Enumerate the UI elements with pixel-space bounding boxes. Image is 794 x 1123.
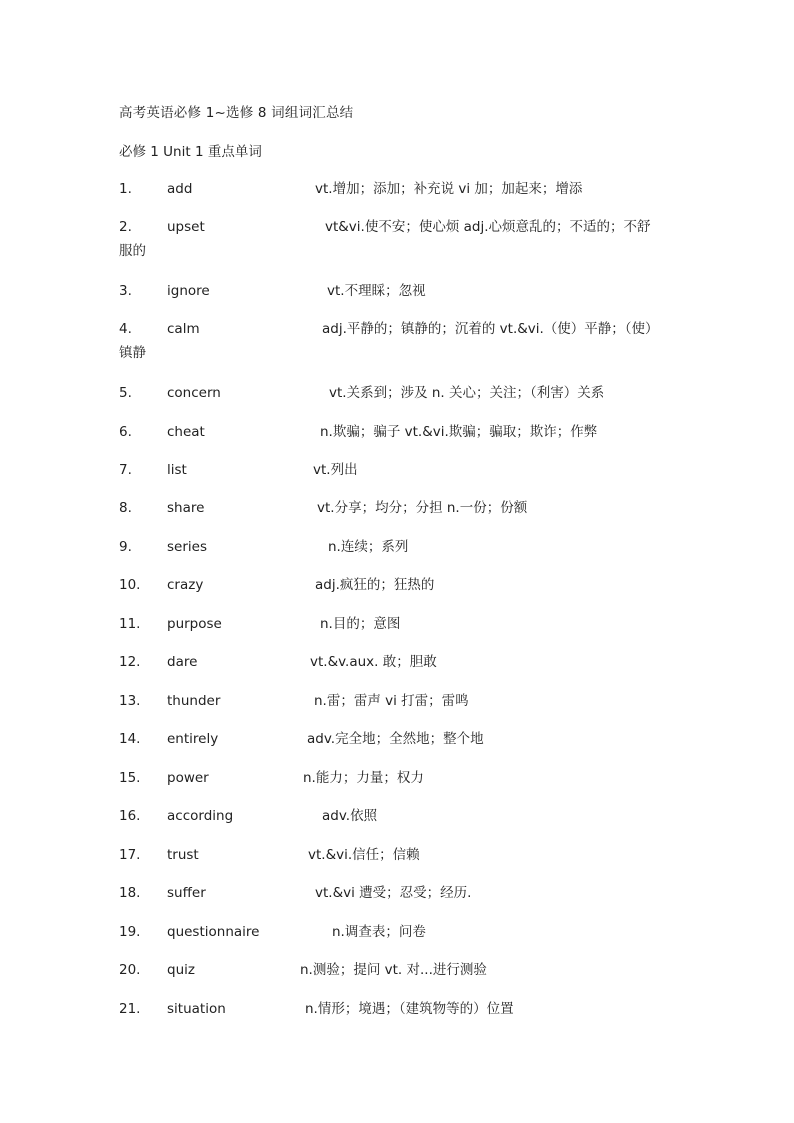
entry-number: 13. bbox=[119, 693, 141, 709]
entry-number: 16. bbox=[119, 808, 141, 824]
entry-definition: adv.完全地；全然地；整个地 bbox=[307, 731, 484, 747]
entry-definition: n.调查表；问卷 bbox=[332, 924, 426, 940]
entry-number: 10. bbox=[119, 577, 141, 593]
entry-word: concern bbox=[167, 385, 221, 401]
entry-definition: n.雷；雷声 vi 打雷；雷鸣 bbox=[314, 693, 469, 709]
entry-word: quiz bbox=[167, 962, 195, 978]
entry-word: suffer bbox=[167, 885, 206, 901]
entry-word: trust bbox=[167, 847, 199, 863]
entry-number: 3. bbox=[119, 283, 132, 299]
entry-definition: adj.疯狂的；狂热的 bbox=[315, 577, 435, 593]
entry-definition: vt.&v.aux. 敢；胆敢 bbox=[310, 654, 437, 670]
entry-definition: vt.&vi 遭受；忍受；经历. bbox=[315, 885, 472, 901]
entry-number: 6. bbox=[119, 424, 132, 440]
entry-number: 17. bbox=[119, 847, 141, 863]
entry-word: purpose bbox=[167, 616, 222, 632]
entry-word: entirely bbox=[167, 731, 219, 747]
entry-definition: vt.列出 bbox=[313, 462, 358, 478]
entry-definition: n.目的；意图 bbox=[320, 616, 401, 632]
entry-definition: n.能力；力量；权力 bbox=[303, 770, 424, 786]
entry-number: 21. bbox=[119, 1001, 141, 1017]
entry-number: 7. bbox=[119, 462, 132, 478]
entry-number: 15. bbox=[119, 770, 141, 786]
entry-number: 12. bbox=[119, 654, 141, 670]
entry-definition: vt.增加；添加；补充说 vi 加；加起来；增添 bbox=[315, 181, 583, 197]
entry-definition: adv.依照 bbox=[322, 808, 378, 824]
page-title: 高考英语必修 1~选修 8 词组词汇总结 bbox=[119, 105, 354, 121]
entry-word: list bbox=[167, 462, 187, 478]
entry-definition: adj.平静的；镇静的；沉着的 vt.&vi.（使）平静；（使） bbox=[322, 321, 659, 337]
entry-word: share bbox=[167, 500, 205, 516]
entry-number: 20. bbox=[119, 962, 141, 978]
entry-definition: vt.不理睬；忽视 bbox=[327, 283, 426, 299]
entry-number: 11. bbox=[119, 616, 141, 632]
entry-number: 4. bbox=[119, 321, 132, 337]
entry-word: dare bbox=[167, 654, 198, 670]
entry-word: situation bbox=[167, 1001, 226, 1017]
entry-definition: vt.分享；均分；分担 n.一份；份额 bbox=[317, 500, 528, 516]
entry-definition: n.连续；系列 bbox=[328, 539, 409, 555]
section-heading: 必修 1 Unit 1 重点单词 bbox=[119, 144, 262, 160]
entry-definition: vt&vi.使不安；使心烦 adj.心烦意乱的；不适的；不舒 bbox=[325, 219, 651, 235]
entry-number: 5. bbox=[119, 385, 132, 401]
entry-word: questionnaire bbox=[167, 924, 260, 940]
entry-definition: n.测验；提问 vt. 对...进行测验 bbox=[300, 962, 487, 978]
entry-word: series bbox=[167, 539, 207, 555]
entry-word: add bbox=[167, 181, 193, 197]
entry-number: 19. bbox=[119, 924, 141, 940]
entry-definition-continued: 服的 bbox=[119, 243, 146, 259]
entry-word: thunder bbox=[167, 693, 221, 709]
entry-definition: vt.关系到；涉及 n. 关心；关注；（利害）关系 bbox=[329, 385, 605, 401]
entry-word: cheat bbox=[167, 424, 205, 440]
entry-word: power bbox=[167, 770, 209, 786]
entry-word: crazy bbox=[167, 577, 204, 593]
entry-definition-continued: 镇静 bbox=[119, 345, 146, 361]
entry-word: calm bbox=[167, 321, 200, 337]
entry-number: 1. bbox=[119, 181, 132, 197]
entry-number: 9. bbox=[119, 539, 132, 555]
entry-word: upset bbox=[167, 219, 205, 235]
entry-word: ignore bbox=[167, 283, 210, 299]
entry-number: 18. bbox=[119, 885, 141, 901]
entry-number: 2. bbox=[119, 219, 132, 235]
entry-number: 8. bbox=[119, 500, 132, 516]
entry-word: according bbox=[167, 808, 234, 824]
entry-definition: vt.&vi.信任；信赖 bbox=[308, 847, 420, 863]
entry-definition: n.欺骗；骗子 vt.&vi.欺骗；骗取；欺诈；作弊 bbox=[320, 424, 598, 440]
entry-definition: n.情形；境遇；（建筑物等的）位置 bbox=[305, 1001, 514, 1017]
entry-number: 14. bbox=[119, 731, 141, 747]
